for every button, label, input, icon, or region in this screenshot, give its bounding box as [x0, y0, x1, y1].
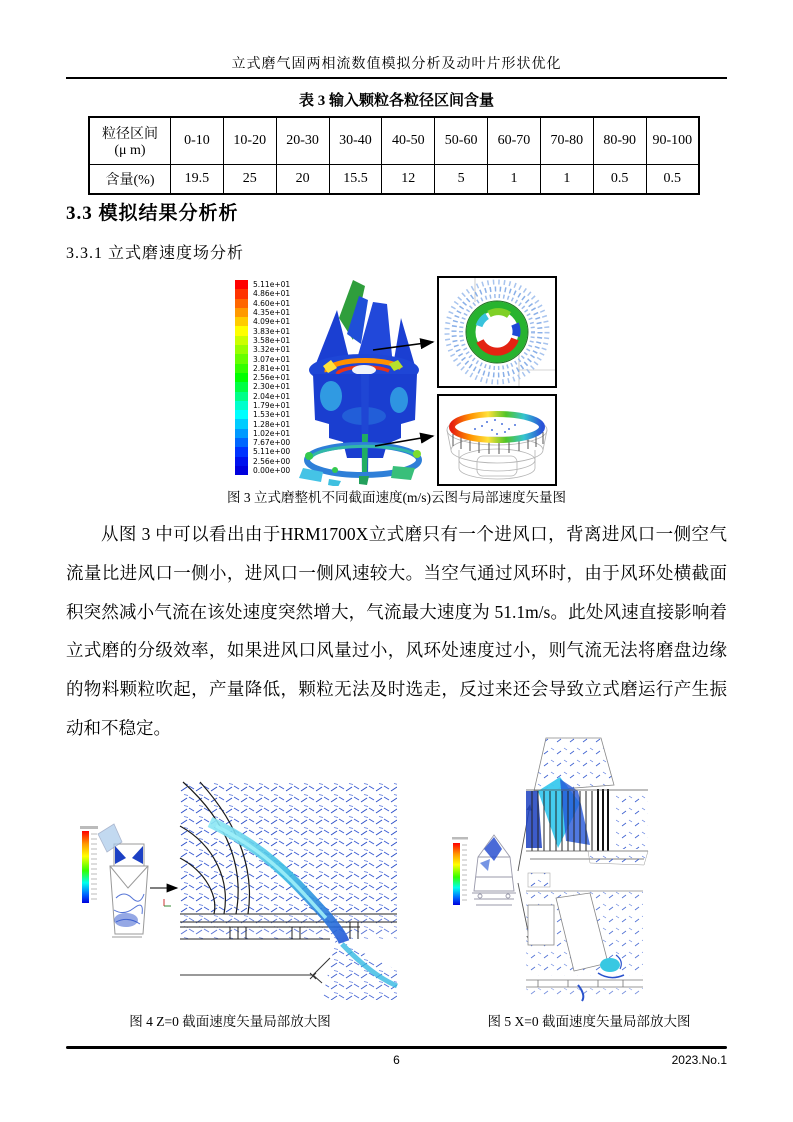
colorbar-label: 4.86e+01 — [253, 289, 291, 299]
colorbar-label: 3.07e+01 — [253, 354, 291, 364]
colorbar-label: 5.11e+00 — [253, 447, 291, 457]
size-range-cell: 20-30 — [276, 117, 329, 165]
footer-rule — [66, 1046, 727, 1049]
colorbar-swatch — [235, 317, 248, 326]
running-header-title: 立式磨气固两相流数值模拟分析及动叶片形状优化 — [231, 57, 562, 72]
colorbar-row — [235, 364, 290, 373]
colorbar-label: 2.56e+01 — [253, 373, 291, 383]
colorbar-label: 3.83e+01 — [253, 326, 291, 336]
size-range-cell: 70-80 — [540, 117, 593, 165]
colorbar-row — [235, 308, 290, 317]
body-paragraph: 从图 3 中可以看出由于HRM1700X立式磨只有一个进风口，背离进风口一侧空气流量比进风口一侧小，进风口一侧风速较大。当空气通过风环时，由于风环处横截面积突然减小气流在该处速度突然增大，气流最大速度为 51.1m/s。此处风速直接影响着立式磨的分级效率，如果进风口风量过小，风环处速度过小，则气流无法将磨盘边缘的物料颗粒吹起，产量降低，颗粒无法及时选走，反过来还会导致立式磨运行产生振动和不稳定。 — [66, 524, 727, 738]
colorbar-label: 7.67e+00 — [253, 438, 291, 448]
content-value-cell: 19.5 — [171, 165, 224, 195]
size-range-cell: 40-50 — [382, 117, 435, 165]
figure3-caption: 图 3 立式磨整机不同截面速度(m/s)云图与局部速度矢量图 — [227, 490, 566, 505]
colorbar-label: 0.00e+00 — [253, 466, 291, 476]
colorbar-label: 1.53e+01 — [253, 410, 291, 420]
colorbar-swatch — [235, 438, 248, 447]
page-number: 6 — [393, 1053, 400, 1067]
colorbar-row — [235, 410, 290, 419]
row-header-content: 含量(%) — [89, 165, 171, 195]
figure4-caption: 图 4 Z=0 截面速度矢量局部放大图 — [129, 1014, 331, 1029]
table-row-content — [89, 165, 699, 195]
colorbar-row — [235, 429, 290, 438]
section-heading: 3.3 模拟结果分析析 — [66, 203, 239, 224]
colorbar-swatch — [235, 354, 248, 363]
colorbar-swatch — [235, 401, 248, 410]
table-row-size-ranges — [89, 117, 699, 165]
colorbar-label: 4.09e+01 — [253, 317, 291, 327]
size-range-cell: 90-100 — [646, 117, 699, 165]
colorbar-swatch — [235, 382, 248, 391]
colorbar-label: 1.79e+01 — [253, 401, 291, 410]
colorbar-label: 2.56e+00 — [253, 456, 291, 466]
colorbar-swatch — [235, 429, 248, 438]
colorbar-label: 3.32e+01 — [253, 345, 291, 355]
content-value-cell: 25 — [223, 165, 276, 195]
velocity-colorbar — [235, 280, 290, 475]
content-value-cell: 20 — [276, 165, 329, 195]
colorbar-row — [235, 354, 290, 363]
colorbar-label: 1.02e+01 — [253, 428, 291, 438]
content-value-cell: 5 — [435, 165, 488, 195]
issue-label: 2023.No.1 — [671, 1053, 727, 1067]
size-range-cell: 0-10 — [171, 117, 224, 165]
colorbar-swatch — [235, 326, 248, 335]
row-header-size-range: 粒径区间 (μ m) — [89, 117, 171, 165]
colorbar-label: 4.60e+01 — [253, 298, 291, 308]
colorbar-swatch — [235, 466, 248, 475]
particle-size-table — [88, 116, 700, 195]
colorbar-swatch — [235, 345, 248, 354]
content-value-cell: 1 — [488, 165, 541, 195]
colorbar-label: 4.35e+01 — [253, 308, 291, 318]
colorbar-row — [235, 401, 290, 410]
header-rule — [66, 77, 727, 79]
colorbar-swatch — [235, 392, 248, 401]
colorbar-swatch — [235, 299, 248, 308]
colorbar-swatch — [235, 364, 248, 373]
colorbar-label: 2.04e+01 — [253, 391, 291, 401]
content-value-cell: 12 — [382, 165, 435, 195]
colorbar-row — [235, 419, 290, 428]
figure5-caption: 图 5 X=0 截面速度矢量局部放大图 — [487, 1014, 691, 1029]
colorbar-row — [235, 447, 290, 456]
colorbar-swatch — [235, 336, 248, 345]
content-value-cell: 15.5 — [329, 165, 382, 195]
content-value-cell: 0.5 — [593, 165, 646, 195]
colorbar-label: 5.11e+01 — [253, 280, 291, 290]
colorbar-row — [235, 280, 290, 289]
colorbar-label: 3.58e+01 — [253, 335, 291, 345]
size-range-cell: 80-90 — [593, 117, 646, 165]
colorbar-row — [235, 457, 290, 466]
content-value-cell: 0.5 — [646, 165, 699, 195]
colorbar-label: 2.30e+01 — [253, 382, 291, 392]
colorbar-row — [235, 466, 290, 475]
size-range-cell: 50-60 — [435, 117, 488, 165]
colorbar-row — [235, 392, 290, 401]
colorbar-swatch — [235, 373, 248, 382]
colorbar-label: 2.81e+01 — [253, 363, 291, 373]
colorbar-row — [235, 345, 290, 354]
figure4-z0-vector-image — [60, 738, 400, 1002]
colorbar-row — [235, 438, 290, 447]
colorbar-swatch — [235, 410, 248, 419]
colorbar-row — [235, 289, 290, 298]
figure5-x0-vector-image — [438, 733, 740, 1005]
colorbar-swatch — [235, 447, 248, 456]
colorbar-swatch — [235, 289, 248, 298]
colorbar-row — [235, 326, 290, 335]
colorbar-row — [235, 373, 290, 382]
ring-vector-inset — [437, 394, 557, 486]
table3-caption: 表 3 输入颗粒各粒径区间含量 — [298, 93, 494, 109]
figure3-velocity-contour — [233, 274, 563, 486]
colorbar-label: 1.28e+01 — [253, 419, 291, 429]
size-range-cell: 10-20 — [223, 117, 276, 165]
colorbar-swatch — [235, 280, 248, 289]
colorbar-swatch — [235, 419, 248, 428]
colorbar-swatch — [235, 457, 248, 466]
size-range-cell: 30-40 — [329, 117, 382, 165]
mill-contour-image — [289, 274, 445, 486]
colorbar-row — [235, 299, 290, 308]
colorbar-row — [235, 336, 290, 345]
colorbar-row — [235, 382, 290, 391]
size-range-cell: 60-70 — [488, 117, 541, 165]
swirl-vector-inset — [437, 276, 557, 388]
content-value-cell: 1 — [540, 165, 593, 195]
colorbar-row — [235, 317, 290, 326]
subsection-heading: 3.3.1 立式磨速度场分析 — [66, 245, 245, 262]
colorbar-swatch — [235, 308, 248, 317]
